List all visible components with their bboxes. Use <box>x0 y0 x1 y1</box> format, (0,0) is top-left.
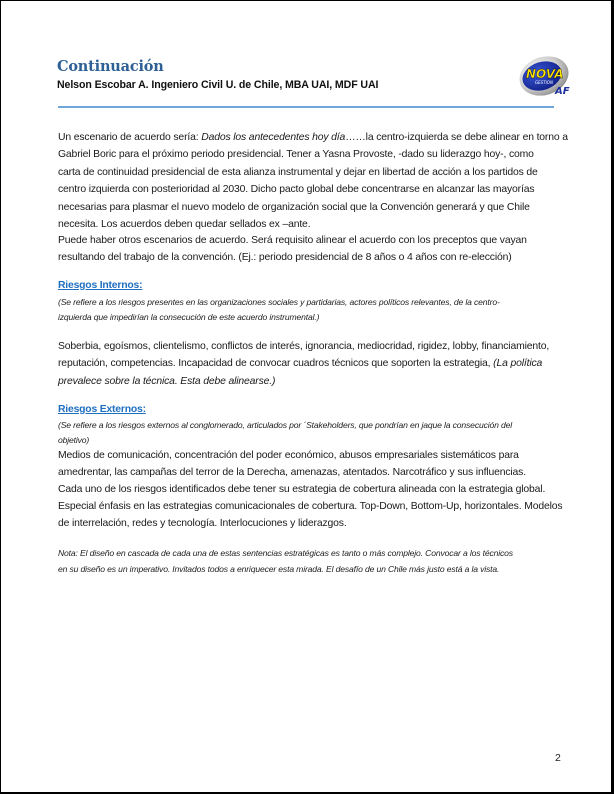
svg-text:NOVA: NOVA <box>526 67 564 81</box>
paragraph-line: reputación, competencias. Incapacidad de convocar cuadros técnicos que soporten la estrategia, (La política <box>58 358 543 370</box>
paragraph-line: Especial énfasis en las estrategias comunicacionales de cobertura. Top-Down, Bottom-Up, horizontales. Modelos <box>58 501 563 512</box>
internal-risks-description: (Se refiere a los riesgos presentes en las organizaciones sociales y partidarias, actores políticos relevantes, de la centro- izquierda que impedirían la consecución de este acuerdo instrumental.) <box>58 297 500 322</box>
external-risks-description: (Se refiere a los riesgos externos al conglomerado, articulados por ´Stakeholders, que pondrían en jaque la consecución del objetivo) <box>58 420 513 445</box>
nova-gestion-logo <box>517 55 571 99</box>
external-risks-heading: Riesgos Externos: <box>58 404 146 415</box>
paragraph-line: de interrelación, redes y tecnología. Interlocuciones y liderazgos. <box>58 518 347 529</box>
paragraph-line: centro izquierda con posterioridad al 2030. Dicho pacto global debe concentrarse en alcanzar las mayorías <box>58 184 535 196</box>
paragraph-line: prevalece sobre la técnica. Esta debe alinearse.) <box>58 375 276 387</box>
other-scenarios-paragraph <box>58 232 558 267</box>
paragraph-line: necesita. Los acuerdos deben quedar sellados ex –ante. <box>58 219 311 231</box>
svg-text:AF: AF <box>555 86 570 97</box>
scenario-paragraph <box>58 129 568 233</box>
paragraph-line: Medios de comunicación, concentración del poder económico, abusos empresariales sistemáticos para <box>58 450 519 461</box>
closing-note: Nota: El diseño en cascada de cada una de estas sentencias estratégicas es tanto o más complejo. Convocar a los técnicos en su diseño es un imperativo. Invitados todos a enriquecer esta mirada. El desafío de un Chile más justo está a la vista. <box>58 548 513 574</box>
header-divider <box>58 106 554 108</box>
paragraph-line: Puede haber otros escenarios de acuerdo. Será requisito alinear el acuerdo con los preceptos que vayan <box>58 235 527 246</box>
paragraph-line: resultando del trabajo de la convención. (Ej.: periodo presidencial de 8 años o 4 años con re-elección) <box>58 252 512 264</box>
paragraph-line: Un escenario de acuerdo sería: Dados los antecedentes hoy día……la centro-izquierda se debe alinear en torno a <box>58 132 568 143</box>
paragraph-line: necesarias para plasmar el nuevo modelo de organización social que la Convención generará y que Chile <box>58 201 530 213</box>
paragraph-line: Cada uno de los riesgos identificados debe tener su estrategia de cobertura alineada con la estrategia global. <box>58 484 546 495</box>
paragraph-line: Gabriel Boric para el próximo periodo presidencial. Tener a Yasna Provoste, -dado su liderazgo hoy-, como <box>58 149 534 161</box>
page-title: Continuación <box>57 58 164 75</box>
page-number: 2 <box>555 752 561 764</box>
author-line: Nelson Escobar A. Ingeniero Civil U. de Chile, MBA UAI, MDF UAI <box>57 79 379 91</box>
external-risks-body <box>58 447 563 532</box>
paragraph-line: carta de continuidad presidencial de esta alianza instrumental y dejar en libertad de acción a los partidos de <box>58 166 538 178</box>
svg-text:GESTION: GESTION <box>535 80 553 85</box>
internal-risks-body <box>58 338 558 390</box>
internal-risks-heading: Riesgos Internos: <box>58 280 143 291</box>
paragraph-line: Soberbia, egoísmos, clientelismo, conflictos de interés, ignorancia, mediocridad, rigidez, lobby, financiamiento, <box>58 341 550 352</box>
paragraph-line: amedrentar, las campañas del terror de la Derecha, amenazas, atentados. Narcotráfico y sus influencias. <box>58 467 526 478</box>
